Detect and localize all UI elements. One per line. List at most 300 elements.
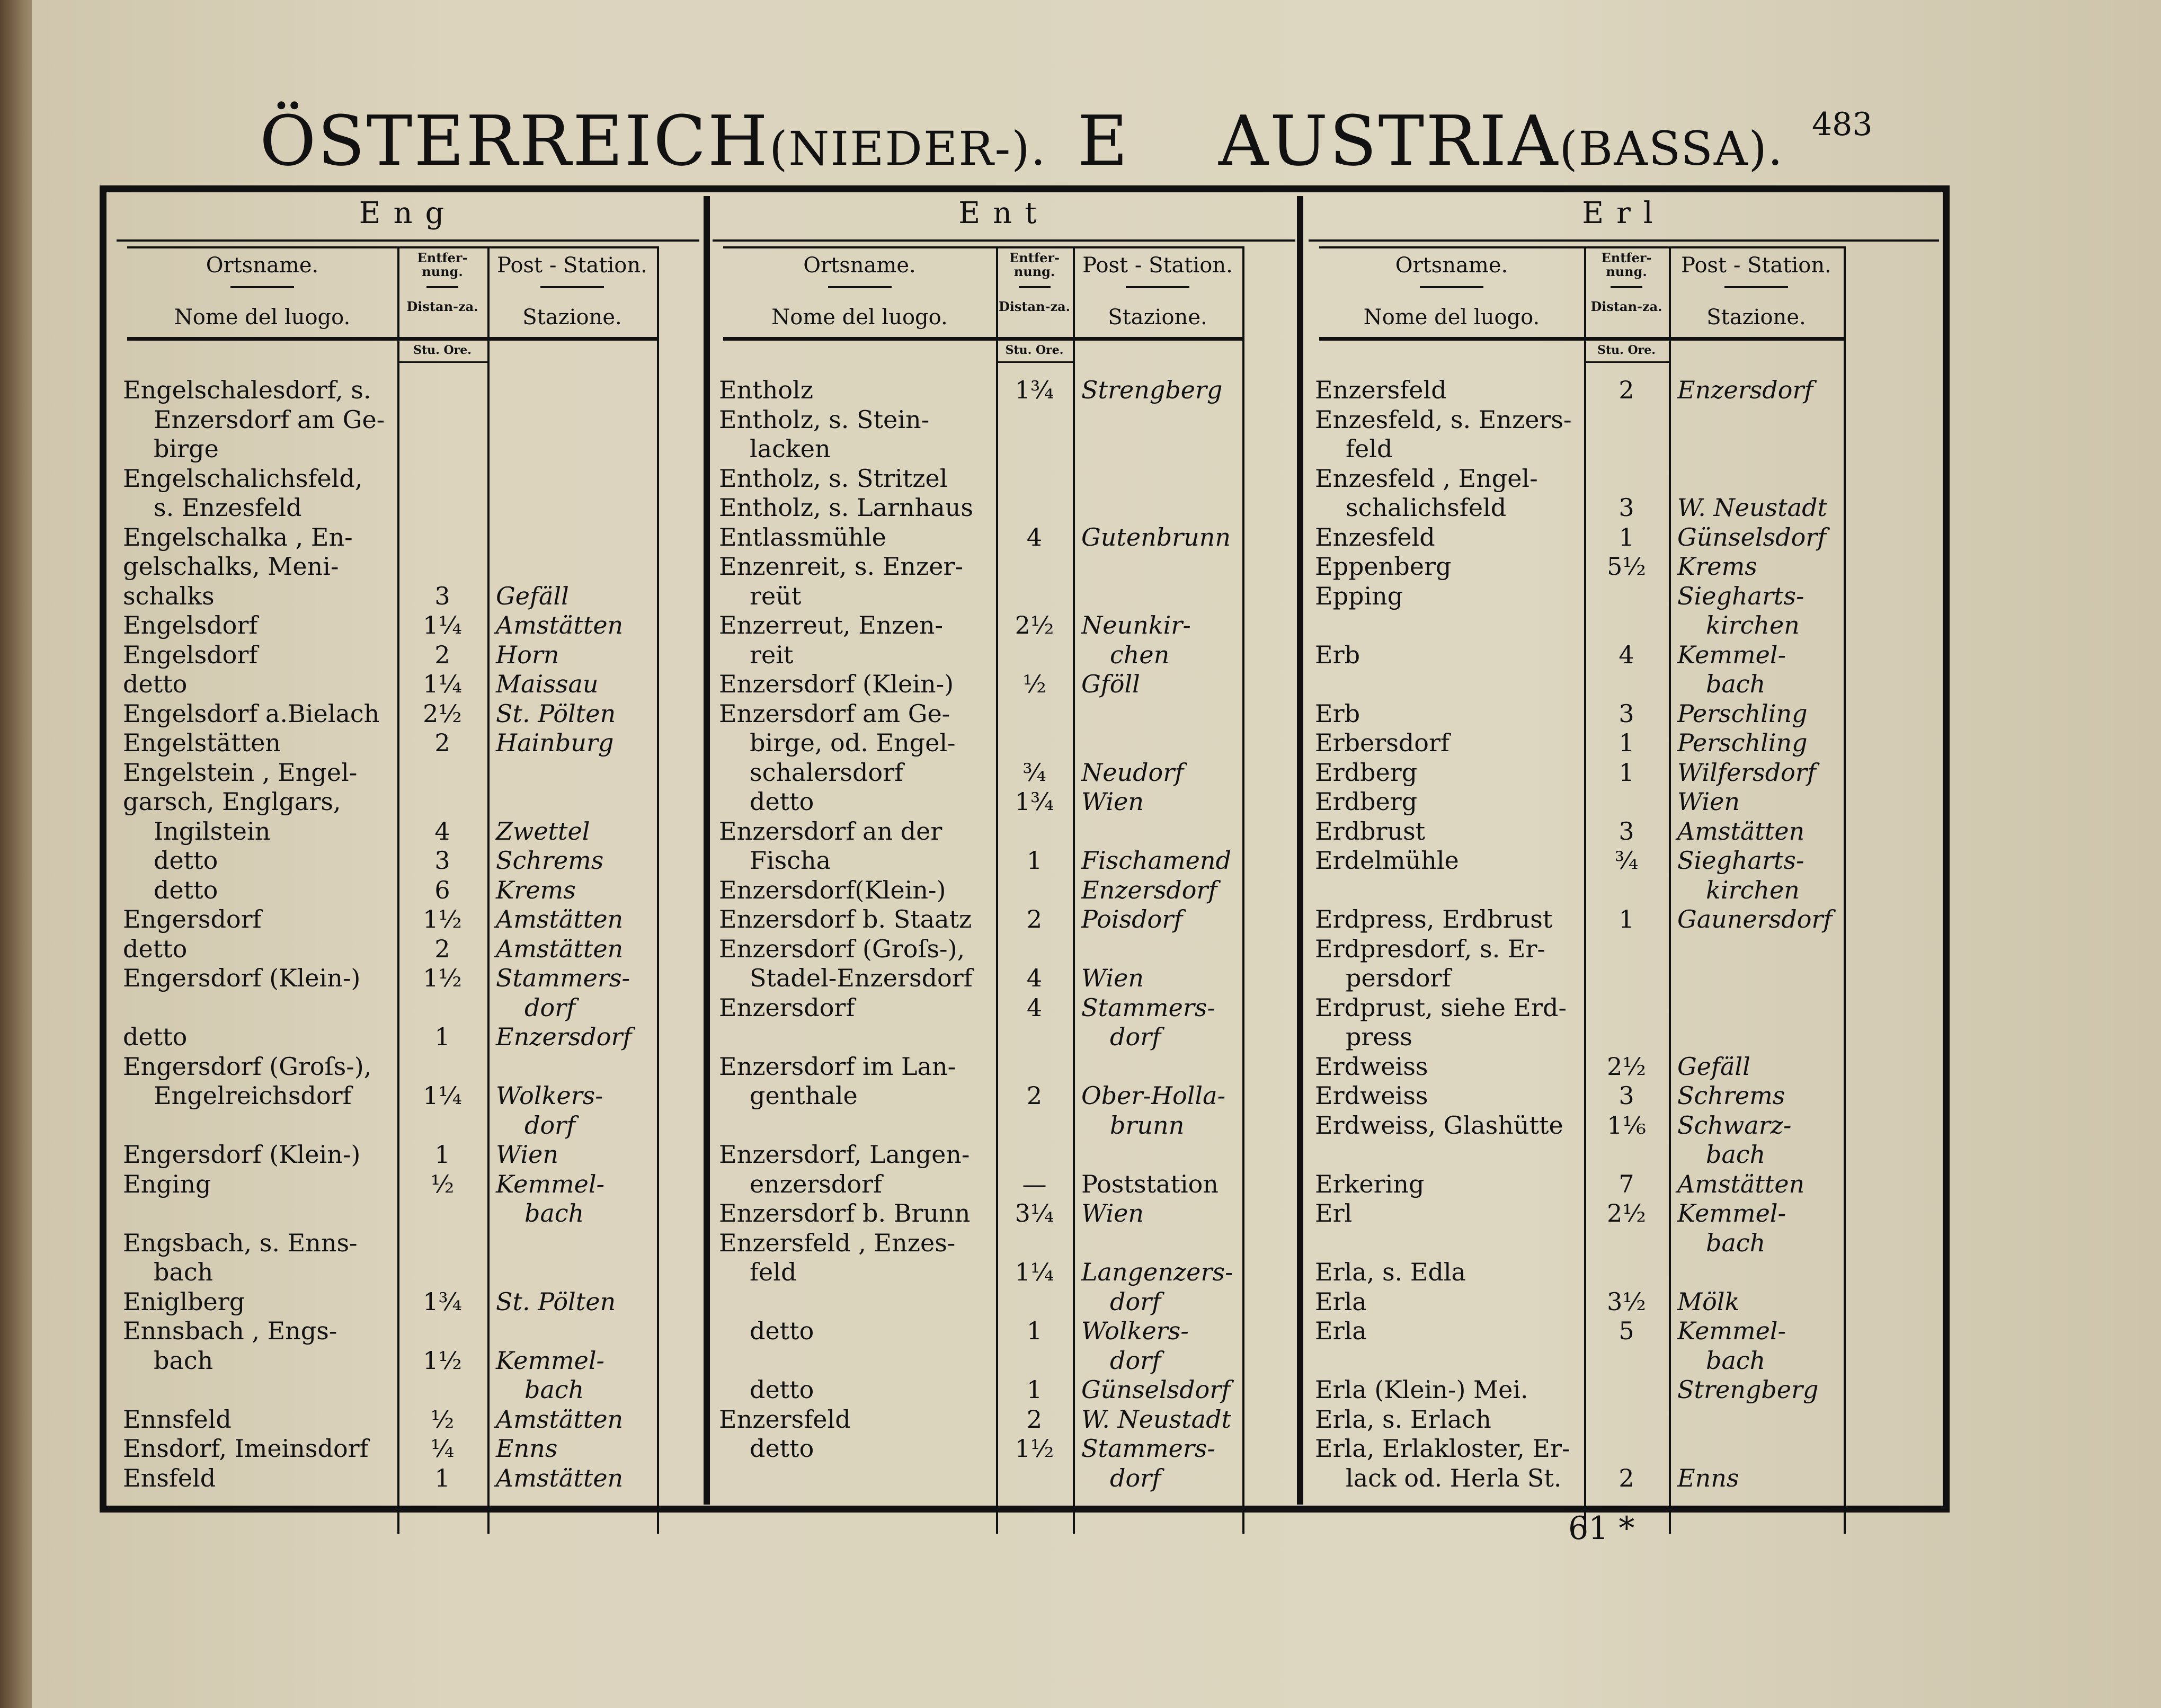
- distance-value: ½: [430, 1169, 455, 1198]
- distance-value: 2: [434, 934, 450, 963]
- header-station-de: Post - Station.: [1681, 253, 1831, 278]
- distance-value: 3: [1618, 816, 1634, 846]
- place-name: detto: [154, 846, 218, 875]
- distance-value: 2: [1026, 1404, 1043, 1434]
- place-name: Enzesfeld, s. Enzers-: [1315, 405, 1572, 434]
- place-name: Engelsdorf a.Bielach: [123, 699, 380, 728]
- table-row: [1309, 581, 1939, 611]
- distance-value: 1: [1618, 758, 1634, 787]
- distance-value: 1: [1026, 1316, 1043, 1345]
- place-name: Enzersdorf: [719, 993, 855, 1022]
- table-row: [713, 405, 1295, 434]
- table-row: [1309, 699, 1939, 728]
- distance-value: 1¼: [423, 670, 462, 698]
- table-row: [117, 1052, 699, 1081]
- place-name: Erdpresdorf, s. Er-: [1315, 934, 1546, 963]
- table-row: [1309, 610, 1939, 640]
- post-station: Langenzers-: [1081, 1258, 1233, 1286]
- post-station: Wolkers-: [1081, 1316, 1189, 1345]
- post-station: Perschling: [1677, 699, 1808, 728]
- table-row: [117, 405, 699, 434]
- place-name: Engersdorf (Groſs-),: [123, 1052, 372, 1081]
- table-row: [713, 1169, 1295, 1199]
- distance-value: 1½: [423, 964, 462, 992]
- post-station: Gefäll: [496, 581, 569, 610]
- table-row: [713, 993, 1295, 1022]
- distance-value: 2½: [423, 699, 462, 728]
- table-row: [117, 1081, 699, 1110]
- table-row: [713, 581, 1295, 611]
- distance-value: 1½: [423, 905, 462, 933]
- place-name: feld: [1346, 434, 1393, 463]
- table-row: [1309, 375, 1939, 405]
- distance-value: 5½: [1607, 552, 1646, 581]
- place-name: persdorf: [1346, 964, 1451, 992]
- place-name: Ensdorf, Imeinsdorf: [123, 1434, 369, 1463]
- distance-value: 3¼: [1015, 1199, 1054, 1227]
- post-station: Krems: [496, 875, 576, 904]
- table-row: [117, 669, 699, 699]
- table-row: [713, 1287, 1295, 1316]
- table-row: [117, 640, 699, 670]
- table-row: [713, 1434, 1295, 1463]
- post-station: Perschling: [1677, 728, 1808, 757]
- post-station: Mölk: [1677, 1287, 1740, 1316]
- unit-label: Stu. Ore.: [413, 343, 472, 357]
- post-station: Fischamend: [1081, 846, 1231, 875]
- group-title: Ent: [958, 196, 1050, 230]
- table-row: [713, 1198, 1295, 1228]
- distance-value: 1¼: [423, 611, 462, 639]
- table-row: [713, 522, 1295, 552]
- group-eng: [117, 196, 699, 1494]
- table-row: [1309, 1198, 1939, 1228]
- post-station: Amstätten: [1677, 1169, 1805, 1198]
- distance-value: 1¾: [423, 1287, 462, 1316]
- table-row: [713, 699, 1295, 728]
- post-station: bach: [1706, 1140, 1766, 1169]
- table-row: [1309, 1257, 1939, 1287]
- header-distance-it: Distan-za.: [406, 299, 478, 314]
- place-name: Entholz: [719, 376, 813, 404]
- post-station: St. Pölten: [496, 699, 616, 728]
- place-name: Erl: [1315, 1199, 1353, 1227]
- distance-value: 1: [1618, 905, 1634, 933]
- post-station: bach: [524, 1375, 584, 1404]
- distance-value: 1½: [1015, 1434, 1054, 1463]
- unit-label: Stu. Ore.: [1005, 343, 1064, 357]
- column-group-separator: [704, 196, 710, 1505]
- table-row: [713, 610, 1295, 640]
- group-title-rule: [713, 239, 1295, 242]
- table-row: [1309, 464, 1939, 493]
- place-name: Ensfeld: [123, 1463, 216, 1492]
- place-name: Enzesfeld: [1315, 522, 1435, 551]
- table-row: [713, 669, 1295, 699]
- place-name: Engelreichsdorf: [154, 1081, 352, 1110]
- column-group-separator: [1297, 196, 1303, 1505]
- post-station: bach: [1706, 1346, 1766, 1375]
- place-name: schalks: [123, 581, 215, 610]
- place-name: Engelstätten: [123, 728, 281, 757]
- table-row: [117, 1022, 699, 1052]
- post-station: Wien: [1081, 1199, 1144, 1227]
- distance-value: 1: [434, 1463, 450, 1492]
- post-station: Günselsdorf: [1081, 1375, 1231, 1404]
- place-name: Engelsdorf: [123, 611, 258, 639]
- place-name: Erla: [1315, 1316, 1367, 1345]
- place-name: Enzenreit, s. Enzer-: [719, 552, 963, 581]
- distance-value: 1: [1026, 1375, 1043, 1404]
- post-station: Siegharts-: [1677, 581, 1804, 610]
- place-name: gelschalks, Meni-: [123, 552, 339, 581]
- post-station: Amstätten: [1677, 816, 1805, 846]
- table-row: [1309, 1110, 1939, 1140]
- table-row: [117, 816, 699, 846]
- place-name: Erla, s. Erlach: [1315, 1404, 1491, 1434]
- place-name: Erdprust, siehe Erd-: [1315, 993, 1567, 1022]
- distance-value: 6: [434, 875, 450, 904]
- table-row: [117, 1169, 699, 1199]
- place-name: garsch, Englgars,: [123, 787, 341, 816]
- table-row: [117, 1228, 699, 1258]
- group-title: Erl: [1582, 196, 1666, 230]
- place-name: Erdberg: [1315, 787, 1418, 816]
- place-name: Erdberg: [1315, 758, 1418, 787]
- place-name: detto: [750, 1434, 814, 1463]
- table-row: [713, 1052, 1295, 1081]
- post-station: dorf: [1110, 1346, 1161, 1375]
- distance-value: 4: [434, 816, 450, 846]
- table-row: [117, 1404, 699, 1434]
- post-station: Wien: [496, 1140, 559, 1169]
- header-dash: [1019, 286, 1051, 288]
- table-row: [117, 1110, 699, 1140]
- table-row: [1309, 551, 1939, 581]
- table-row: [1309, 434, 1939, 464]
- distance-value: 2½: [1607, 1199, 1646, 1227]
- post-station: kirchen: [1706, 611, 1800, 639]
- place-name: Erla (Klein-) Mei.: [1315, 1375, 1528, 1404]
- post-station: W. Neustadt: [1677, 493, 1828, 522]
- table-row: [713, 875, 1295, 905]
- table-row: [1309, 963, 1939, 993]
- place-name: Enzersdorf (Groſs-),: [719, 934, 965, 963]
- distance-value: ¾: [1022, 758, 1046, 787]
- signature-mark: 61 *: [1568, 1510, 1635, 1547]
- place-name: Erdweiss: [1315, 1081, 1428, 1110]
- post-station: Kemmel-: [496, 1346, 605, 1375]
- distance-value: ½: [1022, 670, 1046, 698]
- distance-value: 2: [1026, 1081, 1043, 1110]
- table-row: [713, 1404, 1295, 1434]
- place-name: detto: [123, 1022, 188, 1051]
- distance-value: 5: [1618, 1316, 1634, 1345]
- place-name: Erla: [1315, 1287, 1367, 1316]
- place-name: Fischa: [750, 846, 831, 875]
- post-station: Kemmel-: [496, 1169, 605, 1198]
- place-name: Enzersdorf(Klein-): [719, 875, 946, 904]
- table-row: [117, 522, 699, 552]
- table-row: [713, 787, 1295, 816]
- table-row: [117, 993, 699, 1022]
- table-row: [713, 1140, 1295, 1169]
- place-name: Enzerreut, Enzen-: [719, 611, 944, 639]
- post-station: Ober-Holla-: [1081, 1081, 1226, 1110]
- post-station: Wilfersdorf: [1677, 758, 1816, 787]
- place-name: Engelstein , Engel-: [123, 758, 358, 787]
- post-station: Krems: [1677, 552, 1757, 581]
- group-title: Eng: [359, 196, 457, 230]
- distance-value: 7: [1618, 1169, 1634, 1198]
- table-row: [117, 493, 699, 522]
- place-name: Enzesfeld , Engel-: [1315, 464, 1538, 493]
- post-station: Poststation: [1081, 1169, 1219, 1198]
- table-row: [1309, 1022, 1939, 1052]
- group-title-rule: [1309, 239, 1939, 242]
- place-name: schalichsfeld: [1346, 493, 1507, 522]
- distance-value: 3: [434, 581, 450, 610]
- distance-value: —: [1022, 1169, 1047, 1198]
- table-row: [117, 728, 699, 758]
- table-row: [713, 640, 1295, 670]
- table-row: [1309, 405, 1939, 434]
- table-row: [1309, 1052, 1939, 1081]
- place-name: Epping: [1315, 581, 1403, 610]
- page-title-right: AUSTRIA(BASSA).: [1219, 101, 1784, 181]
- table-row: [117, 1463, 699, 1493]
- place-name: reit: [750, 640, 794, 669]
- post-station: Siegharts-: [1677, 846, 1804, 875]
- table-row: [713, 758, 1295, 787]
- place-name: Enging: [123, 1169, 211, 1198]
- distance-value: 1¾: [1015, 787, 1054, 816]
- table-row: [713, 934, 1295, 964]
- distance-value: 3: [1618, 493, 1634, 522]
- distance-value: 2: [434, 640, 450, 669]
- post-station: Kemmel-: [1677, 640, 1786, 669]
- distance-value: 1: [434, 1022, 450, 1051]
- table-row: [1309, 1287, 1939, 1316]
- header-distance-de: Entfer-nung.: [1009, 250, 1060, 279]
- table-row: [117, 464, 699, 493]
- distance-value: 1: [1618, 728, 1634, 757]
- table-row: [117, 1257, 699, 1287]
- group-erl: [1309, 196, 1939, 1494]
- place-name: detto: [123, 670, 188, 698]
- table-row: [117, 1198, 699, 1228]
- place-name: lacken: [750, 434, 831, 463]
- place-name: genthale: [750, 1081, 858, 1110]
- header-place-it: Nome del luogo.: [174, 305, 351, 330]
- post-station: Wien: [1677, 787, 1740, 816]
- place-name: detto: [750, 1316, 814, 1345]
- place-name: birge: [154, 434, 219, 463]
- post-station: Günselsdorf: [1677, 522, 1827, 551]
- place-name: Enzersdorf am Ge-: [719, 699, 950, 728]
- post-station: Enzersdorf: [1081, 875, 1217, 904]
- table-row: [1309, 1316, 1939, 1346]
- place-name: Engelschalka , En-: [123, 522, 353, 551]
- place-name: bach: [154, 1346, 214, 1375]
- place-name: Erb: [1315, 640, 1360, 669]
- post-station: Poisdorf: [1081, 905, 1183, 933]
- header-station-it: Stazione.: [522, 305, 622, 330]
- post-station: chen: [1110, 640, 1170, 669]
- distance-value: ¾: [1614, 846, 1639, 875]
- table-row: [713, 846, 1295, 875]
- post-station: Hainburg: [496, 728, 614, 757]
- table-row: [117, 1434, 699, 1463]
- unit-label: Stu. Ore.: [1597, 343, 1656, 357]
- table-row: [117, 758, 699, 787]
- post-station: Amstätten: [496, 1463, 624, 1492]
- distance-value: 2: [1618, 1463, 1634, 1492]
- table-row: [713, 375, 1295, 405]
- header-dash: [828, 286, 892, 288]
- place-name: Enzersfeld: [1315, 376, 1447, 404]
- header-bottom-rule: [1319, 337, 1844, 341]
- table-row: [713, 551, 1295, 581]
- table-row: [1309, 728, 1939, 758]
- header-station-it: Stazione.: [1706, 305, 1806, 330]
- table-row: [1309, 1081, 1939, 1110]
- table-row: [117, 1375, 699, 1404]
- place-name: Erdweiss: [1315, 1052, 1428, 1081]
- post-station: Kemmel-: [1677, 1199, 1786, 1227]
- distance-value: 3: [1618, 1081, 1634, 1110]
- table-row: [713, 1346, 1295, 1375]
- place-name: Entholz, s. Stein-: [719, 405, 930, 434]
- table-row: [1309, 1463, 1939, 1493]
- distance-value: 1⅙: [1607, 1110, 1646, 1140]
- header-dash: [1611, 286, 1642, 288]
- place-name: detto: [154, 875, 218, 904]
- table-row: [117, 934, 699, 964]
- post-station: dorf: [524, 1110, 576, 1140]
- table-row: [1309, 787, 1939, 816]
- table-row: [117, 699, 699, 728]
- place-name: press: [1346, 1022, 1412, 1051]
- place-name: Ennsbach , Engs-: [123, 1316, 337, 1345]
- table-row: [713, 963, 1295, 993]
- page-title-left: ÖSTERREICH(NIEDER-). E: [260, 101, 1130, 181]
- post-station: dorf: [1110, 1287, 1161, 1316]
- unit-rule: [397, 361, 487, 363]
- table-row: [713, 904, 1295, 934]
- distance-value: 3: [434, 846, 450, 875]
- post-station: Enns: [1677, 1463, 1739, 1492]
- post-station: Enns: [496, 1434, 558, 1463]
- unit-rule: [1584, 361, 1669, 363]
- header-top-rule: [723, 246, 1242, 248]
- place-name: Engsbach, s. Enns-: [123, 1228, 358, 1257]
- post-station: dorf: [524, 993, 576, 1022]
- table-row: [1309, 1140, 1939, 1169]
- table-row: [713, 1022, 1295, 1052]
- header-place-de: Ortsname.: [1395, 253, 1508, 278]
- header-dash: [1420, 286, 1483, 288]
- place-name: Enzersdorf im Lan-: [719, 1052, 956, 1081]
- header-station-de: Post - Station.: [497, 253, 647, 278]
- post-station: bach: [1706, 670, 1766, 698]
- place-name: Enzersdorf, Langen-: [719, 1140, 970, 1169]
- distance-value: 1: [1026, 846, 1043, 875]
- place-name: bach: [154, 1258, 214, 1286]
- header-station-it: Stazione.: [1108, 305, 1207, 330]
- table-row: [117, 963, 699, 993]
- post-station: Enzersdorf: [496, 1022, 632, 1051]
- distance-value: 1¼: [1015, 1258, 1054, 1286]
- distance-value: 3½: [1607, 1287, 1646, 1316]
- table-row: [713, 816, 1295, 846]
- unit-rule: [996, 361, 1073, 363]
- table-row: [1309, 875, 1939, 905]
- post-station: Kemmel-: [1677, 1316, 1786, 1345]
- table-row: [1309, 1375, 1939, 1404]
- header-dash: [230, 286, 294, 288]
- table-row: [1309, 1169, 1939, 1199]
- place-name: Engersdorf (Klein-): [123, 1140, 361, 1169]
- group-title-rule: [117, 239, 699, 242]
- header-dash: [1724, 286, 1788, 288]
- distance-value: 2: [1618, 376, 1634, 404]
- place-name: Erb: [1315, 699, 1360, 728]
- table-row: [117, 904, 699, 934]
- place-name: Engelschalesdorf, s.: [123, 376, 371, 404]
- place-name: detto: [750, 1375, 814, 1404]
- table-row: [117, 375, 699, 405]
- place-name: Erkering: [1315, 1169, 1425, 1198]
- header-top-rule: [1319, 246, 1844, 248]
- distance-value: 2: [1026, 905, 1043, 933]
- distance-value: 1: [434, 1140, 450, 1169]
- distance-value: 4: [1026, 522, 1043, 551]
- table-row: [713, 1081, 1295, 1110]
- place-name: detto: [123, 934, 188, 963]
- place-name: enzersdorf: [750, 1169, 883, 1198]
- table-row: [1309, 1434, 1939, 1463]
- table-row: [1309, 522, 1939, 552]
- post-station: dorf: [1110, 1463, 1161, 1492]
- place-name: Enzersdorf am Ge-: [154, 405, 385, 434]
- distance-value: 1½: [423, 1346, 462, 1375]
- post-station: Neudorf: [1081, 758, 1184, 787]
- post-station: Amstätten: [496, 1404, 624, 1434]
- header-distance-de: Entfer-nung.: [417, 250, 468, 279]
- place-name: Erla, Erlakloster, Er-: [1315, 1434, 1570, 1463]
- page-number: 483: [1812, 106, 1873, 143]
- table-row: [713, 1110, 1295, 1140]
- place-name: Stadel-Enzersdorf: [750, 964, 973, 992]
- place-name: schalersdorf: [750, 758, 904, 787]
- place-name: reüt: [750, 581, 802, 610]
- distance-value: 2: [434, 728, 450, 757]
- table-row: [1309, 846, 1939, 875]
- distance-value: ½: [430, 1404, 455, 1434]
- place-name: Engersdorf (Klein-): [123, 964, 361, 992]
- post-station: Stammers-: [496, 964, 630, 992]
- header-bottom-rule: [127, 337, 657, 341]
- place-name: Erdbrust: [1315, 816, 1426, 846]
- table-row: [117, 551, 699, 581]
- header-dash: [426, 286, 458, 288]
- place-name: Ingilstein: [154, 816, 271, 846]
- post-station: Wien: [1081, 787, 1144, 816]
- table-row: [1309, 1404, 1939, 1434]
- place-name: feld: [750, 1258, 797, 1286]
- place-name: lack od. Herla St.: [1346, 1463, 1562, 1492]
